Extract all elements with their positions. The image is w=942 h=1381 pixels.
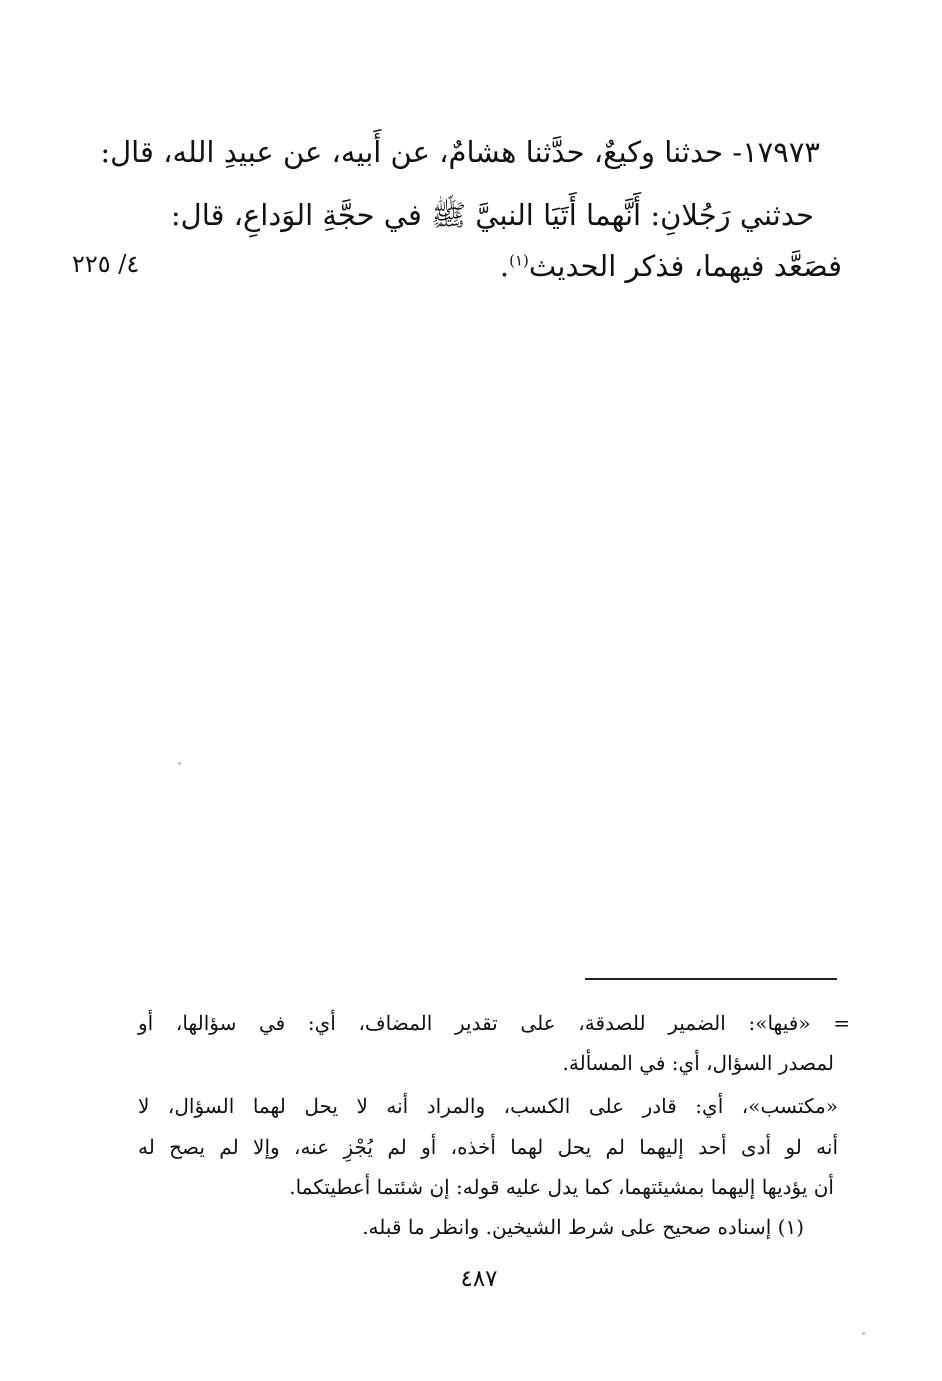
margin-reference: ٤/ ٢٢٥ [72,250,140,278]
hadith-line-3-end: . [499,249,510,283]
hadith-line-2: حدثني رَجُلانِ: أَنَّهما أَتَيَا النبيَّ ﷺ في حجَّةِ الوَداعِ، قال: [170,198,814,232]
footnote-line-4: أنه لو أدى أحد إليهما لم يحل لهما أخذه، أو لم يُجْزِ عنه، وإلا لم يصح له [138,1135,838,1159]
footnote-line-1: = «فيها»: الضمير للصدقة، على تقدير المضاف، أي: في سؤالها، أو [138,1011,850,1035]
footnote-line-3: «مكتسب»، أي: قادر على الكسب، والمراد أنه لا يحل لهما السؤال، لا [138,1094,838,1118]
footnote-marker: (١) [509,251,529,270]
scan-speck [862,1332,865,1335]
footnote-line-5: أن يؤديها إليهما بمشيئتهما، كما يدل عليه قوله: إن شئتما أعطيتكما. [289,1175,834,1199]
hadith-line-3-text: فصَعَّد فيهما، فذكر الحديث [528,249,842,283]
footnote-separator [585,978,837,980]
footnote-line-6: (١) إسناده صحيح على شرط الشيخين. وانظر ما قبله. [362,1215,804,1239]
scan-speck [178,762,181,765]
hadith-line-1: ١٧٩٧٣- حدثنا وكيعٌ، حدَّثنا هشامٌ، عن أَبيه، عن عبيدِ الله، قال: [100,135,820,169]
page-number: ٤٨٧ [460,1266,498,1292]
footnote-line-2: لمصدر السؤال، أي: في المسألة. [562,1051,834,1075]
hadith-line-3 [500,246,842,286]
